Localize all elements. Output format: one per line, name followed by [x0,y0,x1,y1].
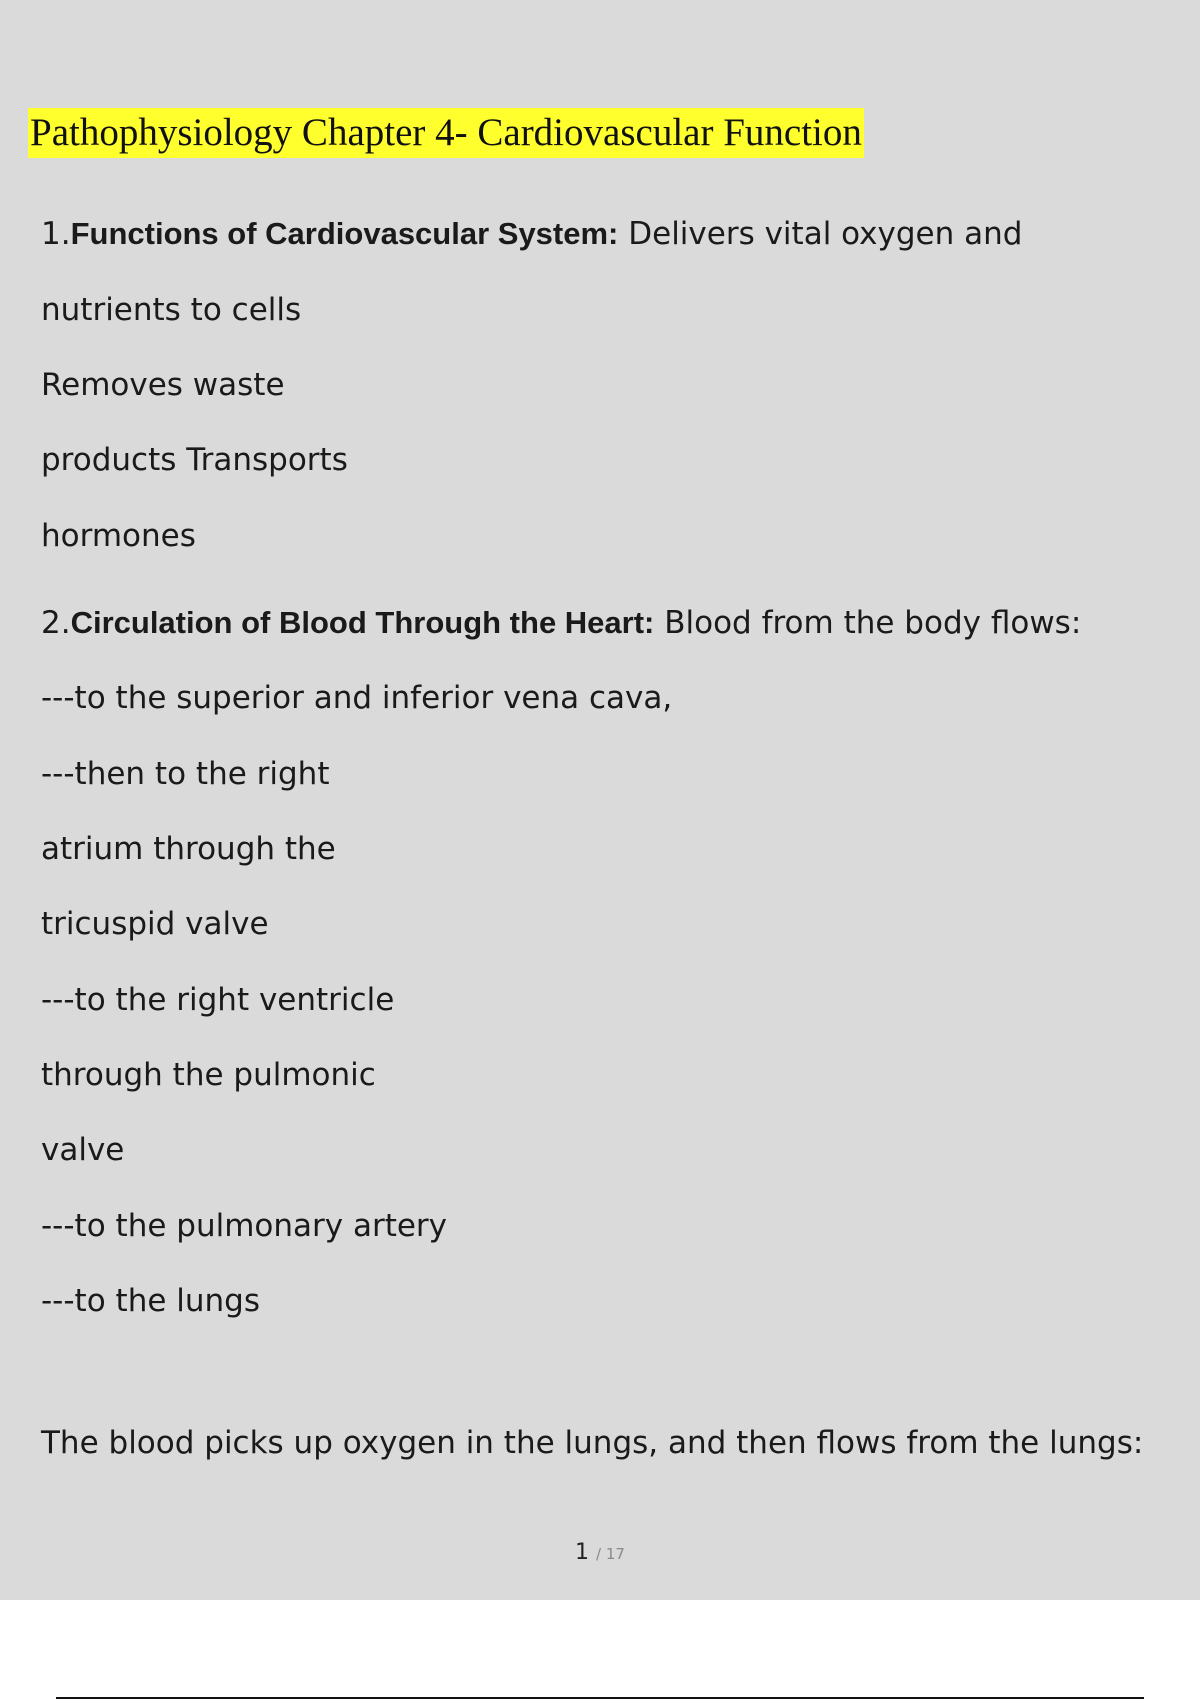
section-2-number: 2. [41,605,71,641]
page-number [0,1540,1200,1565]
section-2-text: Blood from the body flows: [664,605,1082,641]
section-2-line: ---to the pulmonary artery [41,1208,448,1244]
section-2-line: valve [41,1132,125,1168]
section-1-heading-line [41,214,1022,254]
section-1-number: 1. [41,216,71,252]
page-current: 1 [575,1540,590,1565]
section-2-line: tricuspid valve [41,906,269,942]
document-title: Pathophysiology Chapter 4- Cardiovascular Function [28,108,864,158]
section-2-line: ---to the superior and inferior vena cava, [41,680,673,716]
section-2-heading-line [41,603,1081,643]
closing-sentence: The blood picks up oxygen in the lungs, and then flows from the lungs: [41,1425,1144,1461]
section-2-line: atrium through the [41,831,336,867]
section-2-heading: Circulation of Blood Through the Heart: [70,605,655,640]
section-1-heading: Functions of Cardiovascular System: [70,216,619,251]
section-1-line: Removes waste [41,367,285,403]
section-2-line: ---then to the right [41,756,330,792]
page-total: / 17 [596,1545,625,1563]
section-1-line: products Transports [41,442,348,478]
next-page-rule [56,1697,1144,1699]
section-1-line: nutrients to cells [41,292,302,328]
section-1-line: hormones [41,518,196,554]
section-1-text: Delivers vital oxygen and [628,216,1023,252]
section-2-line: ---to the right ventricle [41,982,395,1018]
section-2-line: ---to the lungs [41,1283,260,1319]
section-2-line: through the pulmonic [41,1057,376,1093]
